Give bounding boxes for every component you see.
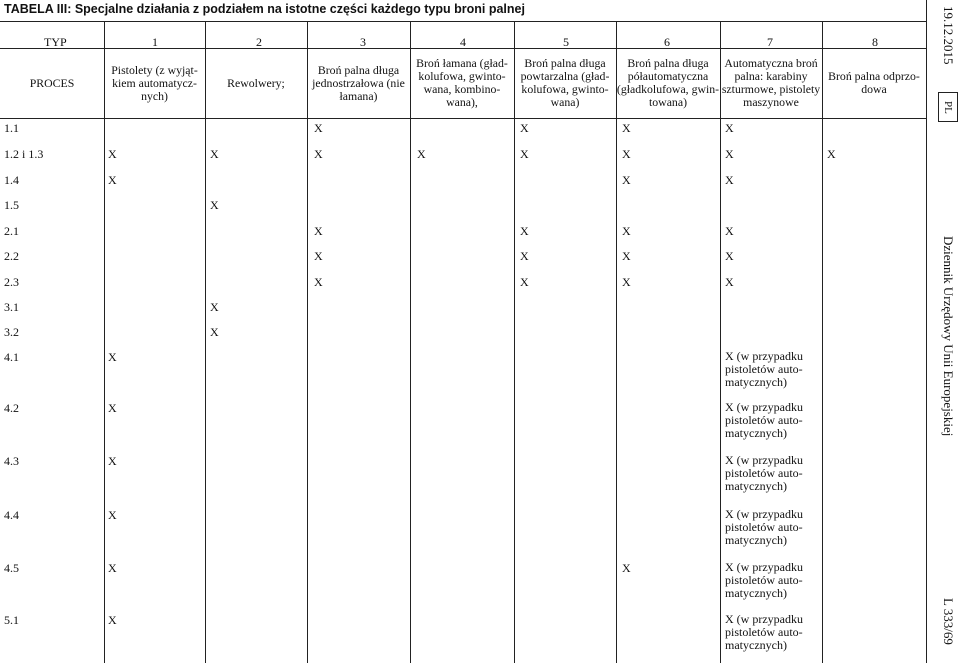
table-cell-x: X [108,613,117,627]
table-cell-x: X [314,275,323,289]
row-label: 3.1 [4,300,19,314]
proces-label: PROCES [29,76,75,90]
table-cell-x: X [108,454,117,468]
row-label: 4.5 [4,561,19,575]
type-number: 2 [256,35,262,49]
column-header [307,64,410,103]
table-cell-x: X [725,121,734,135]
column-header-line: Broń łamana (gład- [416,56,508,70]
note-line: matycznych) [725,533,787,548]
column-header-line: palna: karabiny [734,69,808,83]
table-cell-x: X [622,275,631,289]
table-cell-x: X [210,300,219,314]
type-number: 6 [664,35,670,49]
row-label: 1.4 [4,173,19,187]
table-cell-x: X [622,147,631,161]
table-cell-x: X [827,147,836,161]
column-divider [514,21,515,663]
note-line: matycznych) [725,586,787,601]
note-line: pistoletów auto- [725,362,803,377]
column-header-line: Rewolwery; [227,76,285,90]
note-line: matycznych) [725,426,787,441]
row-label: 2.1 [4,224,19,238]
type-number: 8 [872,35,878,49]
note-line: matycznych) [725,375,787,390]
note-line: X (w przypadku [725,612,803,626]
column-header [616,57,720,109]
table-cell-x: X [314,121,323,135]
table-cell-x: X [520,224,529,238]
table-cell-note [725,561,803,601]
column-header-line: powtarzalna (gład- [520,69,610,83]
type-number: 1 [152,35,158,49]
row-label: 4.3 [4,454,19,468]
column-header [205,77,307,90]
table-cell-x: X [520,121,529,135]
type-number: 4 [460,35,466,49]
row-label: 4.1 [4,350,19,364]
table-cell-x: X [725,275,734,289]
table-cell-x: X [108,173,117,187]
column-header-line: nych) [141,89,168,103]
page-reference: L 333/69 [941,598,956,645]
table-cell-x: X [210,147,219,161]
note-line: X (w przypadku [725,507,803,521]
table-cell-x: X [622,121,631,135]
table-cell-x: X [520,147,529,161]
note-line: matycznych) [725,638,787,653]
table-cell-x: X [108,508,117,522]
table-right-border [926,0,927,663]
note-line: pistoletów auto- [725,466,803,481]
note-line: X (w przypadku [725,453,803,467]
column-header [104,64,205,103]
column-header [822,70,926,96]
table-title: TABELA III: Specjalne działania z podziałem na istotne części każdego typu broni palnej [4,2,525,16]
table-cell-x: X [622,561,631,575]
column-header-line: Broń palna odprzo- [828,69,920,83]
type-number: 5 [563,35,569,49]
column-header [514,57,616,109]
table-cell-x: X [314,249,323,263]
type-number: 3 [360,35,366,49]
column-header-line: dowa [861,82,887,96]
table-cell-x: X [622,224,631,238]
column-divider [307,21,308,663]
column-header-line: maszynowe [743,95,799,109]
column-header-line: łamana) [339,89,378,103]
column-header-line: (gładkolufowa, gwin- [616,82,720,96]
note-line: X (w przypadku [725,400,803,414]
column-header-line: jednostrzałowa (nie [312,76,405,90]
column-header-line: Automatyczna broń [724,56,818,70]
table-cell-x: X [108,561,117,575]
column-header-line: wana, kombino- [423,82,501,96]
note-line: pistoletów auto- [725,573,803,588]
row-label: 1.5 [4,198,19,212]
column-header-line: Broń palna długa [524,56,606,70]
note-line: X (w przypadku [725,560,803,574]
column-header-line: kiem automatycz- [112,76,197,90]
note-line: pistoletów auto- [725,413,803,428]
row-label: 4.4 [4,508,19,522]
row-label: 2.2 [4,249,19,263]
column-header-line: kolufowa, gwinto- [521,82,609,96]
column-divider [410,21,411,663]
row-label: 1.2 i 1.3 [4,147,44,161]
table-cell-x: X [108,401,117,415]
table-cell-x: X [725,224,734,238]
table-cell-note [725,401,803,441]
note-line: pistoletów auto- [725,625,803,640]
table-cell-x: X [622,173,631,187]
column-divider [616,21,617,663]
typ-label: TYP [44,35,67,49]
table-cell-x: X [520,249,529,263]
table-cell-x: X [108,147,117,161]
column-header-line: Broń palna długa [317,63,400,77]
column-header-line: wana) [550,95,580,109]
language-badge: PL [938,92,958,122]
column-divider [822,21,823,663]
table-cell-x: X [725,173,734,187]
row-label: 2.3 [4,275,19,289]
column-header-line: Broń palna długa [627,56,709,70]
journal-name: Dziennik Urzędowy Unii Europejskiej [941,236,956,437]
table-cell-note [725,454,803,494]
table-cell-x: X [108,350,117,364]
column-divider [720,21,721,663]
column-header-line: szturmowe, pistolety [721,82,821,96]
column-header [410,57,514,109]
note-line: matycznych) [725,479,787,494]
table-cell-x: X [725,147,734,161]
table-cell-x: X [314,224,323,238]
rule-0 [0,21,926,22]
column-header-line: towana) [649,95,687,109]
table-cell-note [725,613,803,653]
table-cell-x: X [622,249,631,263]
column-header-line: Pistolety (z wyjąt- [111,63,198,77]
column-divider [205,21,206,663]
column-header-line: wana), [446,95,478,109]
table-cell-x: X [520,275,529,289]
note-line: X (w przypadku [725,349,803,363]
note-line: pistoletów auto- [725,520,803,535]
rule-2 [0,118,926,119]
column-header-line: kolufowa, gwinto- [418,69,506,83]
row-label: 1.1 [4,121,19,135]
table-cell-x: X [417,147,426,161]
date-label: 19.12.2015 [941,6,956,65]
table-cell-x: X [210,198,219,212]
row-label: 3.2 [4,325,19,339]
table-cell-x: X [210,325,219,339]
type-number: 7 [767,35,773,49]
column-divider [104,21,105,663]
table-cell-note [725,508,803,548]
table-cell-note [725,350,803,390]
table-cell-x: X [725,249,734,263]
table-cell-x: X [314,147,323,161]
row-label: 5.1 [4,613,19,627]
row-label: 4.2 [4,401,19,415]
column-header-line: półautomatyczna [627,69,709,83]
column-header [720,57,822,109]
